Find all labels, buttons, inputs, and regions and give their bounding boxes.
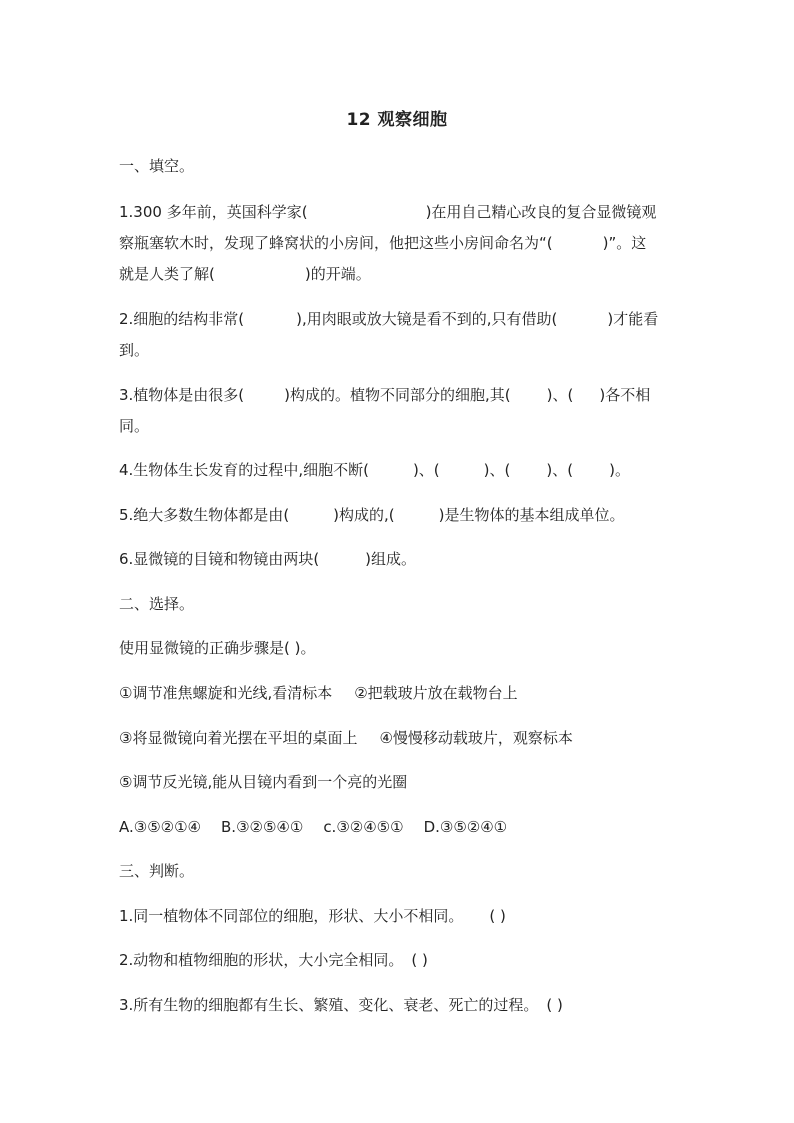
q1-text-b: )在用自己精心改良的复合显微镜观 <box>425 203 657 221</box>
option-b[interactable]: B.③②⑤④① <box>221 818 304 836</box>
q2-text-a: 2.细胞的结构非常( <box>119 310 245 328</box>
judge-q3-answer-box[interactable]: ( ) <box>546 996 563 1014</box>
q4-text-b: )、( <box>412 461 440 479</box>
q6-text-a: 6.显微镜的目镜和物镜由两块( <box>119 550 320 568</box>
q1-text-c: 察瓶塞软木时，发现了蜂窝状的小房间，他把这些小房间命名为“( <box>119 234 553 252</box>
steps-line-2 <box>119 728 573 748</box>
q2-text-b: ),用肉眼或放大镜是看不到的,只有借助( <box>296 310 558 328</box>
option-d[interactable]: D.③⑤②④① <box>423 818 508 836</box>
judge-q3-text: 3.所有生物的细胞都有生长、繁殖、变化、衰老、死亡的过程。 <box>119 996 539 1014</box>
q2-text-c: )才能看 <box>607 310 659 328</box>
q3-text-a: 3.植物体是由很多( <box>119 386 245 404</box>
q1-text-a: 1.300 多年前，英国科学家( <box>119 203 308 221</box>
steps-line-3: ⑤调节反光镜,能从目镜内看到一个亮的光圈 <box>119 773 408 791</box>
page-title: 12 观察细胞 <box>346 110 448 130</box>
judge-q2-text: 2.动物和植物细胞的形状，大小完全相同。 <box>119 951 404 969</box>
q4-text-d: )、( <box>546 461 574 479</box>
q4-text-e: )。 <box>609 461 630 479</box>
step-2: ②把载玻片放在载物台上 <box>354 684 518 702</box>
judge-q1-answer-box[interactable]: ( ) <box>489 907 506 925</box>
choice-options <box>119 817 507 837</box>
fill-q3-line-2: 同。 <box>119 417 150 435</box>
q5-text-a: 5.绝大多数生物体都是由( <box>119 506 290 524</box>
fill-q1-line-3 <box>119 264 371 284</box>
judge-q2-answer-box[interactable]: ( ) <box>411 951 428 969</box>
fill-q5-line <box>119 505 625 525</box>
fill-q2-line-2: 到。 <box>119 341 150 359</box>
q4-text-c: )、( <box>483 461 511 479</box>
fill-q4-line <box>119 460 630 480</box>
step-3: ③将显微镜向着光摆在平坦的桌面上 <box>119 729 358 747</box>
q3-text-c: )、( <box>546 386 574 404</box>
q3-text-b: )构成的。植物不同部分的细胞,其( <box>284 386 511 404</box>
fill-q6-line <box>119 549 416 569</box>
step-1: ①调节准焦螺旋和光线,看清标本 <box>119 684 333 702</box>
section-choice-heading: 二、选择。 <box>119 595 195 613</box>
fill-q3-line-1 <box>119 385 650 405</box>
fill-q1-line-1 <box>119 202 656 222</box>
q1-text-e: 就是人类了解( <box>119 265 215 283</box>
section-judge-heading: 三、判断。 <box>119 862 195 880</box>
q3-text-d: )各不相 <box>599 386 651 404</box>
fill-q2-line-1 <box>119 309 658 329</box>
judge-q3 <box>119 995 563 1015</box>
judge-q1 <box>119 906 506 926</box>
steps-line-1 <box>119 683 518 703</box>
option-c[interactable]: c.③②④⑤① <box>323 818 404 836</box>
q4-text-a: 4.生物体生长发育的过程中,细胞不断( <box>119 461 369 479</box>
q5-text-c: )是生物体的基本组成单位。 <box>438 506 625 524</box>
option-a[interactable]: A.③⑤②①④ <box>119 818 202 836</box>
q5-text-b: )构成的,( <box>333 506 395 524</box>
q1-text-d: )”。这 <box>602 234 647 252</box>
fill-q1-line-2 <box>119 233 646 253</box>
q6-text-b: )组成。 <box>365 550 417 568</box>
step-4: ④慢慢移动载玻片，观察标本 <box>379 729 573 747</box>
choice-question: 使用显微镜的正确步骤是( )。 <box>119 639 316 657</box>
section-fill-blank-heading: 一、填空。 <box>119 157 195 175</box>
judge-q1-text: 1.同一植物体不同部位的细胞，形状、大小不相同。 <box>119 907 464 925</box>
q1-text-f: )的开端。 <box>304 265 371 283</box>
judge-q2 <box>119 950 428 970</box>
